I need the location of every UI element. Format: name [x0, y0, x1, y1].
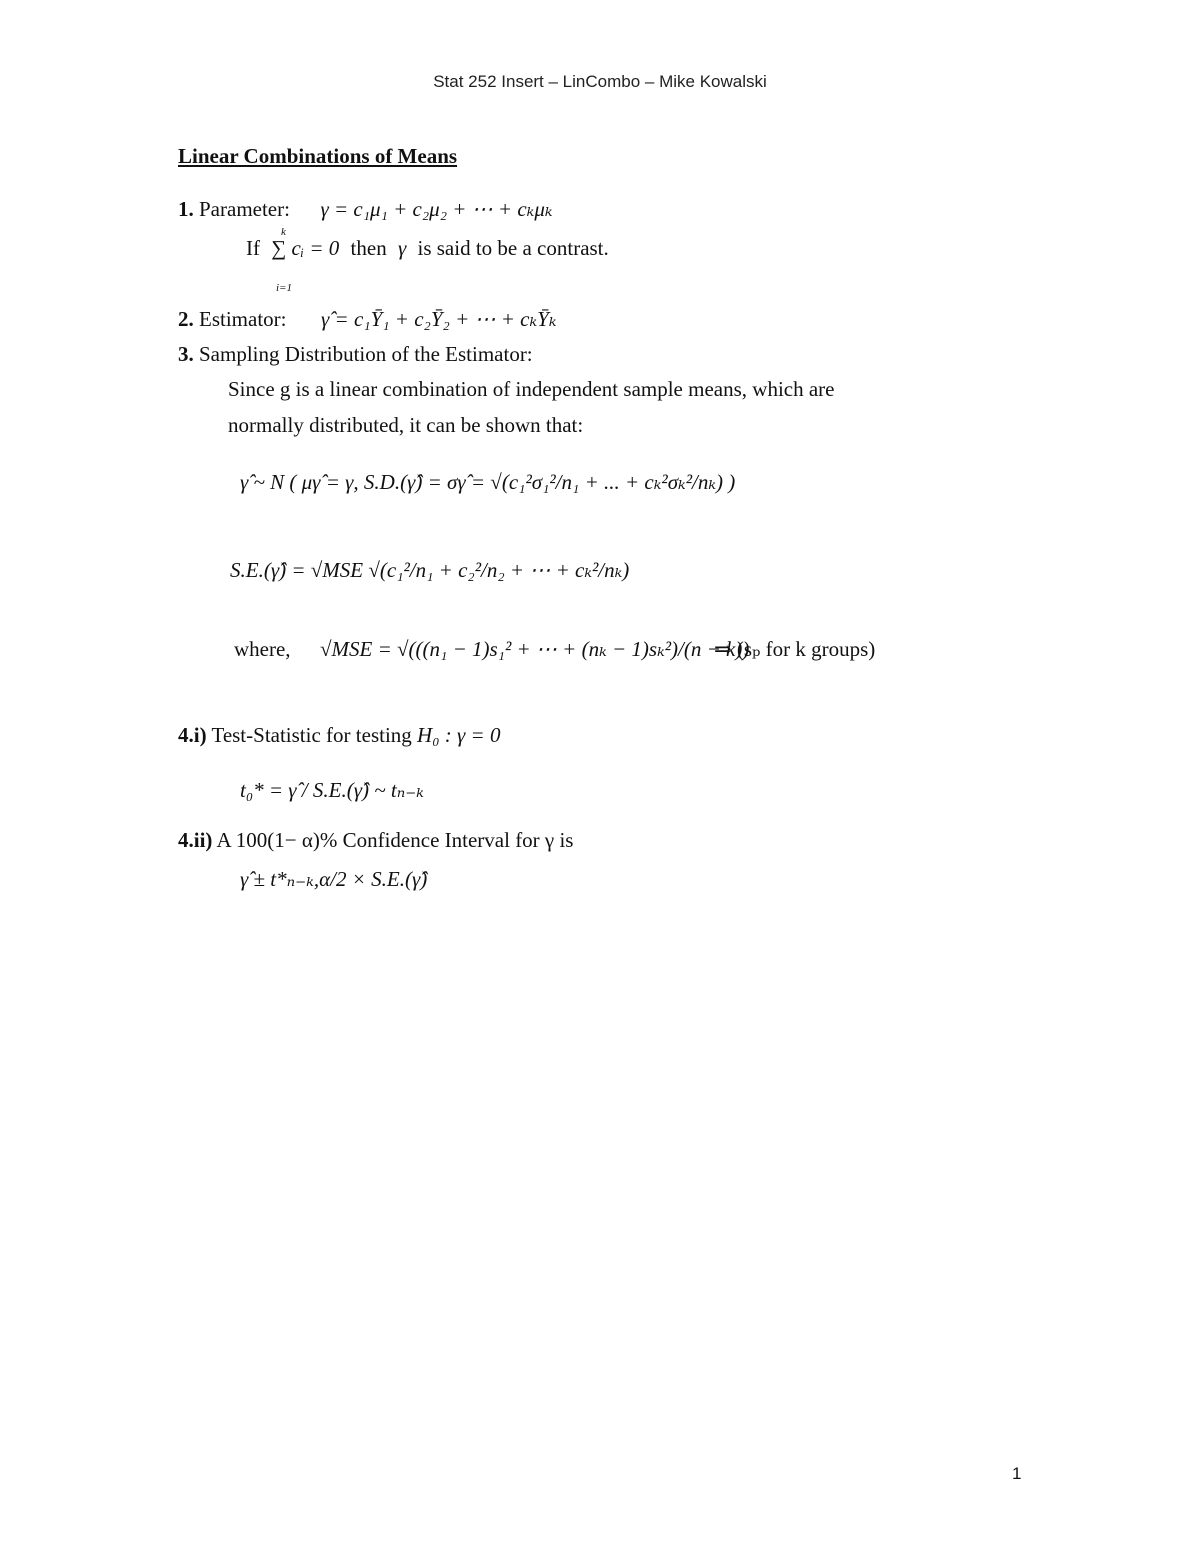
estimator-line	[178, 307, 556, 332]
estimator-formula: γ̂ = c₁Ȳ₁ + c₂Ȳ₂ + ⋯ + cₖȲₖ	[321, 307, 557, 331]
item-number: 3.	[178, 342, 194, 366]
sum-lower-limit: i=1	[276, 282, 292, 294]
hypothesis: H₀ : γ = 0	[417, 723, 501, 747]
item-number: 4.i)	[178, 723, 207, 747]
mse-formula: √MSE = √(((n₁ − 1)s₁² + ⋯ + (nₖ − 1)sₖ²)/(n − k))	[320, 637, 750, 661]
sampling-text-line-2: normally distributed, it can be shown that:	[228, 413, 584, 437]
sum-upper-limit: k	[281, 226, 286, 238]
test-statistic-label: Test-Statistic for testing	[211, 723, 412, 747]
sd-formula: γ̂ ~ N ( μγ̂ = γ, S.D.(γ̂) = σγ̂ = √(c₁²σ₁²/n₁ + ... + cₖ²σₖ²/nₖ) )	[240, 470, 736, 494]
section-title: Linear Combinations of Means	[178, 144, 458, 168]
contrast-tail: is said to be a contrast.	[417, 236, 609, 260]
item-number: 2.	[178, 307, 194, 331]
sampling-label: Sampling Distribution of the Estimator:	[199, 342, 533, 366]
page-header: Stat 252 Insert – LinCombo – Mike Kowalski	[433, 72, 767, 91]
item-number: 4.ii)	[178, 828, 213, 852]
estimator-label: Estimator:	[199, 307, 287, 331]
parameter-line	[178, 197, 553, 222]
se-formula: S.E.(γ̂) = √MSE √(c₁²/n₁ + c₂²/n₂ + ⋯ + cₖ²/nₖ)	[230, 558, 630, 582]
parameter-label: Parameter:	[199, 197, 290, 221]
contrast-gamma: γ	[397, 236, 407, 260]
confidence-interval-label: A 100(1− α)% Confidence Interval for γ is	[216, 828, 574, 852]
contrast-then: then	[350, 236, 387, 260]
confidence-interval-formula: γ̂ ± t*ₙ₋ₖ,α/2 × S.E.(γ̂)	[240, 867, 428, 891]
sampling-text-line-1: Since g is a linear combination of independent sample means, which are	[228, 377, 835, 401]
mse-note: ⇒ (sₚ for k groups)	[714, 637, 876, 661]
t-statistic-formula: t₀* = γ̂ / S.E.(γ̂) ~ tₙ₋ₖ	[240, 778, 424, 802]
contrast-sum: ∑ cᵢ = 0	[271, 236, 340, 260]
contrast-line	[246, 236, 609, 261]
confidence-interval-heading	[178, 828, 573, 853]
sampling-heading	[178, 342, 533, 367]
item-number: 1.	[178, 197, 194, 221]
where-label: where,	[234, 637, 291, 661]
contrast-if: If	[246, 236, 260, 260]
parameter-formula: γ = c₁μ₁ + c₂μ₂ + ⋯ + cₖμₖ	[320, 197, 553, 221]
test-statistic-heading	[178, 723, 500, 748]
page-number: 1	[1012, 1464, 1022, 1483]
